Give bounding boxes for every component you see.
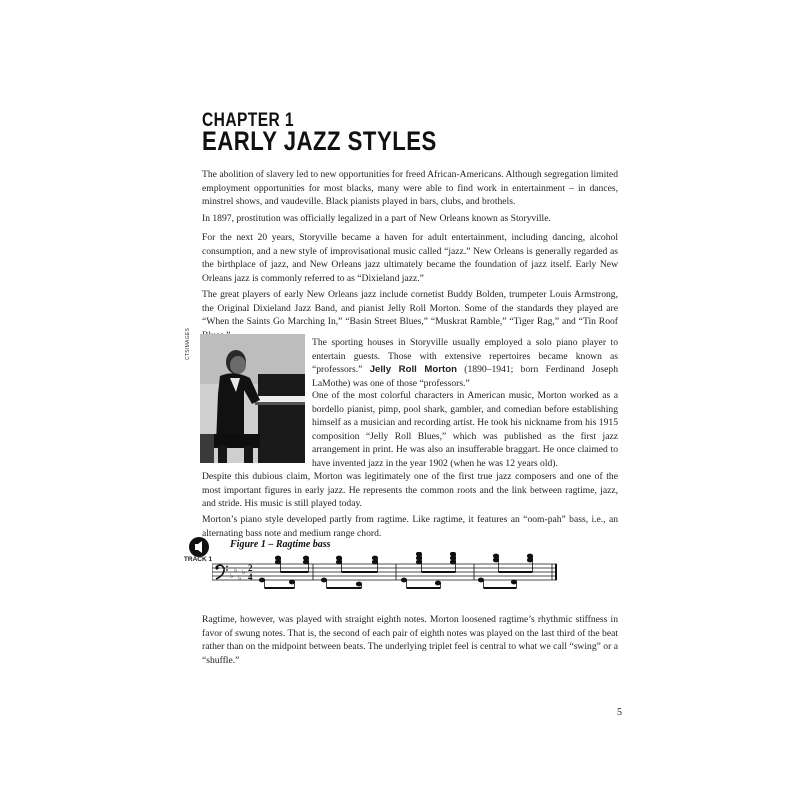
key-signature-flats [230, 566, 245, 582]
paragraph-storyville-1897: In 1897, prostitution was officially legalized in a part of New Orleans known as Storyville. [202, 213, 551, 224]
pianist-photo [200, 334, 305, 463]
measure-3 [401, 552, 455, 588]
chapter-label: CHAPTER 1 [202, 110, 294, 131]
pianist-photo-image [200, 334, 305, 463]
paragraph-sporting-houses-start: The sporting houses in Storyville usually employed a solo piano player to entertain guests. Those with extensive repertoires became known as “professors.” [312, 337, 618, 376]
photo-credit: CTSIMAGES [185, 327, 191, 360]
paragraph-sporting-houses-end: (1890–1941; born Ferdinand Joseph LaMothe) was one of those “professors.” [312, 364, 619, 389]
page-number: 5 [617, 707, 622, 718]
jelly-roll-morton-name: Jelly Roll Morton [369, 364, 457, 376]
ragtime-bass-staff [212, 552, 560, 594]
time-signature-bottom: 4 [248, 572, 253, 582]
paragraph-sporting-houses [312, 336, 618, 390]
paragraph-dubious-claim: Despite this dubious claim, Morton was legitimately one of the first true jazz composers and one of the most important figures in early jazz. He represents the common roots and the link between ragtime, jazz, and stride. His music is still played today. [202, 471, 618, 510]
measure-4 [478, 554, 532, 588]
paragraph-colorful-characters: One of the most colorful characters in American music, Morton worked as a bordello pianist, pimp, pool shark, gambler, and comedian before establishing himself as a musician and recording artist. He took his nickname from his 1915 composition “Jelly Roll Blues,” which was published as the first jazz arrangement in print. He was also an insufferable braggart. He once claimed to have invented jazz in the year 1902 (when he was 12 years old). [312, 390, 618, 469]
paragraph-haven: For the next 20 years, Storyville became a haven for adult entertainment, including dancing, alcohol consumption, and a new style of improvisational music called “jazz.” New Orleans is generally regarded as the birthplace of jazz, and New Orleans jazz ultimately became the foundation of jazz itself. Early New Orleans jazz is commonly referred to as “Dixieland jazz.” [202, 232, 618, 284]
time-signature-top: 2 [248, 563, 253, 573]
paragraph-straight-eighths: Ragtime, however, was played with straight eighth notes. Morton loosened ragtime’s rhythmic stiffness in favor of swung notes. That is, the second of each pair of eighth notes was played on the last third of the beat rather than on the midpoint between beats. The underlying triplet feel is central to what we call “swing” or a “shuffle.” [202, 614, 618, 666]
chapter-title: EARLY JAZZ STYLES [202, 126, 437, 156]
paragraph-abolition: The abolition of slavery led to new opportunities for freed African-Americans. Although segregation limited employment opportunities for most blacks, many were able to find work in entertainment – in dances, minstrel shows, and vaudeville. Black pianists played in bars, clubs, and brothels. [202, 169, 618, 208]
paragraph-piano-style: Morton’s piano style developed partly from ragtime. Like ragtime, it features an “oom-pah” bass, i.e., an alternating bass note and medium range chord. [202, 514, 618, 539]
svg-text:♭: ♭ [234, 566, 238, 574]
audio-track-icon [188, 536, 210, 558]
svg-text:♭: ♭ [238, 574, 242, 582]
svg-text:♭: ♭ [242, 568, 246, 576]
svg-text:♭: ♭ [230, 572, 234, 580]
paragraph-great-players: The great players of early New Orleans jazz include cornetist Buddy Bolden, trumpeter Louis Armstrong, the Original Dixieland Jazz Band, and pianist Jelly Roll Morton. Some of the standards they played are “When the Saints Go Marching In,” “Basin Street Blues,” “Muskrat Ramble,” “Tiger Rag,” and “Tin Roof [202, 289, 618, 328]
track-label: TRACK 1 [183, 556, 213, 563]
figure-title: Figure 1 – Ragtime bass [230, 539, 331, 550]
